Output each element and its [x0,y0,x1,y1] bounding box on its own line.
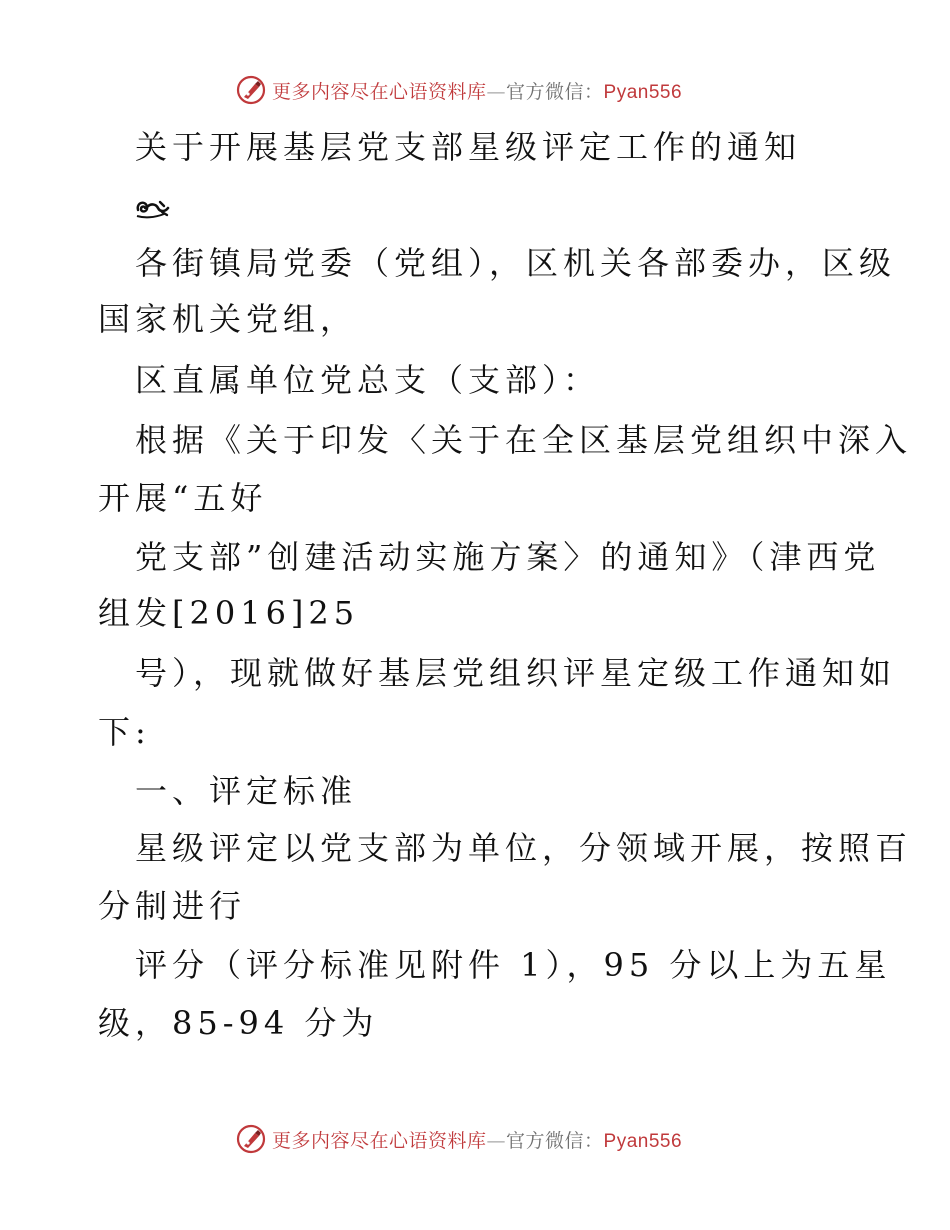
watermark-text [272,1126,682,1153]
watermark-brand: 更多内容尽在心语资料库 [272,1129,487,1152]
line-4: 根据《关于印发〈关于在全区基层党组织中深入 [135,421,913,459]
line-8: 号），现就做好基层党组织评星定级工作通知如 [135,654,897,692]
watermark-text [272,77,682,104]
watermark-separator: — [486,80,507,103]
line-9: 下: [98,713,151,751]
line-13: 评分（评分标准见附件 1），95 分以上为五星 [135,946,892,984]
header-watermark [236,73,682,107]
line-6: 党支部”创建活动实施方案〉的通知》（津西党 [135,538,881,576]
line-11: 星级评定以党支部为单位，分领域开展，按照百 [135,829,913,867]
watermark-account-id: Pyan556 [603,1130,683,1152]
line-1: 各街镇局党委（党组），区机关各部委办，区级 [135,244,897,282]
ornament-flourish-icon [134,196,172,220]
line-12: 分制进行 [98,887,247,925]
pen-nib-logo-icon [236,1124,266,1154]
footer-watermark [236,1122,682,1156]
document-title: 关于开展基层党支部星级评定工作的通知 [135,128,802,166]
watermark-separator: — [486,1129,507,1152]
watermark-brand: 更多内容尽在心语资料库 [272,80,487,103]
watermark-account-label: 官方微信： [506,1129,604,1152]
line-3: 区直属单位党总支（支部）： [135,361,601,399]
pen-nib-logo-icon [236,75,266,105]
watermark-account-id: Pyan556 [603,81,683,103]
line-2: 国家机关党组， [98,300,358,338]
watermark-account-label: 官方微信： [506,80,604,103]
section-heading: 一、评定标准 [135,772,358,810]
line-5: 开展“五好 [98,479,268,517]
line-7: 组发[2016]25 [98,594,360,632]
line-14: 级，85-94 分为 [98,1004,379,1042]
